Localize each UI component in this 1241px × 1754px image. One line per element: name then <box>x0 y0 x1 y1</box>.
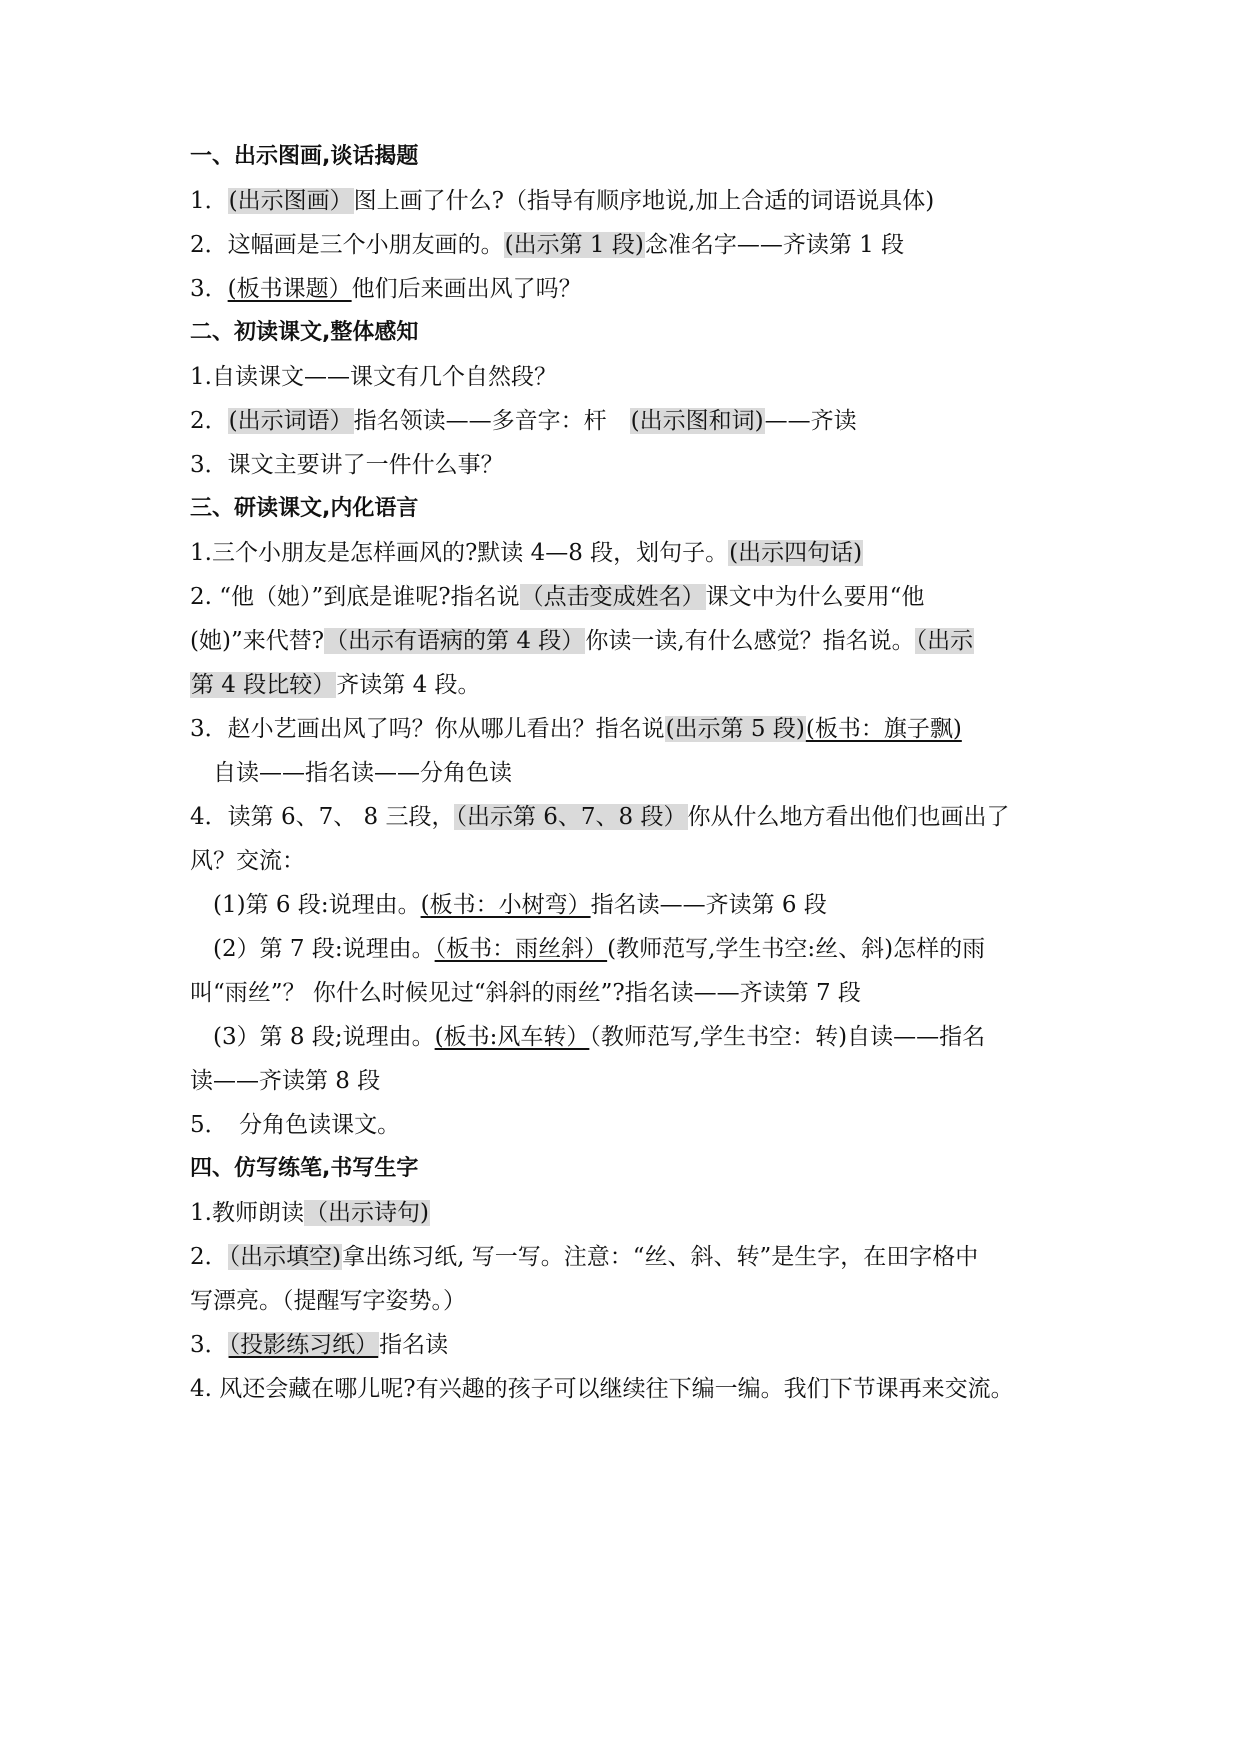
line-number: 3． <box>190 276 228 302</box>
highlight-note: (出示图画） <box>228 188 353 214</box>
text-line <box>190 670 1070 700</box>
line-number: 1． <box>190 188 228 214</box>
section-heading: 二、初读课文,整体感知 <box>190 320 419 345</box>
section-heading: 一、出示图画,谈话揭题 <box>190 144 419 169</box>
board-note: (板书：旗子飘) <box>805 716 962 742</box>
highlight-note: 第 4 段比较） <box>191 672 336 698</box>
text-line: 5． 分角色读课文。 <box>190 1112 401 1138</box>
text-line: 自读——指名读——分角色读 <box>190 760 512 786</box>
text-line: 写漂亮。（提醒写字姿势。） <box>190 1288 466 1314</box>
board-note: (板书课题） <box>227 276 352 302</box>
line-text: (她)”来代替? <box>190 628 325 654</box>
line-number: 2． <box>190 408 228 434</box>
line-text: 指名读 <box>379 1332 449 1358</box>
line-number: 2． <box>190 1244 228 1270</box>
line-text: 念准名字——齐读第 1 段 <box>644 232 905 258</box>
highlight-note: (出示第 1 段) <box>504 232 644 258</box>
text-line <box>190 626 1070 656</box>
line-text: 他们后来画出风了吗？ <box>351 276 582 302</box>
text-line <box>190 802 1070 832</box>
line-text: 指名领读——多音字：杆 <box>353 408 630 434</box>
highlight-note: （出示第 6、7、8 段） <box>455 804 687 830</box>
text-line: 4. 风还会藏在哪儿呢?有兴趣的孩子可以继续往下编一编。我们下节课再来交流。 <box>190 1376 1014 1402</box>
line-number: 3． <box>190 1332 228 1358</box>
line-text: 你从什么地方看出他们也画出了 <box>687 804 1010 830</box>
line-text: 课文中为什么要用“他 <box>705 584 925 610</box>
line-text: 4．读第 6、7、 8 三段， <box>190 804 455 830</box>
line-text: 指名读——齐读第 6 段 <box>590 892 827 918</box>
text-line <box>190 1330 1070 1360</box>
line-text: （教师范写,学生书空：转)自读——指名 <box>589 1024 986 1050</box>
line-text: 2．这幅画是三个小朋友画的。 <box>190 232 504 258</box>
text-line <box>190 186 1070 216</box>
text-line <box>190 934 1070 964</box>
board-note: (板书:风车转） <box>434 1024 590 1050</box>
highlight-note: (出示四句话) <box>729 540 863 566</box>
highlight-note: （点击变成姓名） <box>520 584 705 610</box>
text-line <box>190 1198 1070 1228</box>
line-text: ——齐读 <box>764 408 857 434</box>
line-text: (教师范写,学生书空:丝、斜)怎样的雨 <box>607 936 986 962</box>
text-line <box>190 274 1070 304</box>
highlight-note: （出示诗句) <box>304 1200 429 1226</box>
line-text: (1)第 6 段:说理由。 <box>190 892 421 918</box>
highlight-note: （投影练习纸） <box>228 1332 379 1358</box>
text-line <box>190 1022 1070 1052</box>
line-text: 1.三个小朋友是怎样画风的?默读 4—8 段，划句子。 <box>190 540 729 566</box>
text-line <box>190 714 1070 744</box>
section-heading: 四、仿写练笔,书写生字 <box>190 1156 419 1181</box>
board-note: (板书：小树弯） <box>420 892 591 918</box>
line-text: 2. “他（她）”到底是谁呢?指名说 <box>190 584 520 610</box>
text-line <box>190 230 1070 260</box>
line-text: 齐读第 4 段。 <box>336 672 481 698</box>
line-text: 拿出练习纸, 写一写。注意：“丝、斜、转”是生字，在田字格中 <box>342 1244 979 1270</box>
highlight-note: (出示第 5 段) <box>665 716 805 742</box>
text-line: 3．课文主要讲了一件什么事？ <box>190 452 504 478</box>
line-text: 3．赵小艺画出风了吗？你从哪儿看出？指名说 <box>190 716 665 742</box>
highlight-note: (出示图和词) <box>630 408 764 434</box>
text-line <box>190 582 1070 612</box>
line-text: 图上画了什么?（指导有顺序地说,加上合适的词语说具体) <box>353 188 935 214</box>
text-line <box>190 406 1070 436</box>
highlight-note: （出示填空) <box>228 1244 342 1270</box>
text-line: 1.自读课文——课文有几个自然段？ <box>190 364 557 390</box>
highlight-note: （出示有语病的第 4 段） <box>325 628 585 654</box>
line-text: (3）第 8 段;说理由。 <box>190 1024 435 1050</box>
text-line: 风？交流： <box>190 848 305 874</box>
text-line: 读——齐读第 8 段 <box>190 1068 381 1094</box>
board-note: （板书：雨丝斜） <box>434 936 608 962</box>
highlight-note: （出示 <box>915 628 974 654</box>
text-line <box>190 1242 1070 1272</box>
text-line <box>190 538 1070 568</box>
section-heading: 三、研读课文,内化语言 <box>190 496 419 521</box>
highlight-note: (出示词语） <box>228 408 353 434</box>
line-text: (2）第 7 段:说理由。 <box>190 936 435 962</box>
text-line <box>190 890 1070 920</box>
text-line: 叫“雨丝”？ 你什么时候见过“斜斜的雨丝”?指名读——齐读第 7 段 <box>190 980 861 1006</box>
line-text: 1.教师朗读 <box>190 1200 304 1226</box>
line-text: 你读一读,有什么感觉？指名说。 <box>585 628 915 654</box>
